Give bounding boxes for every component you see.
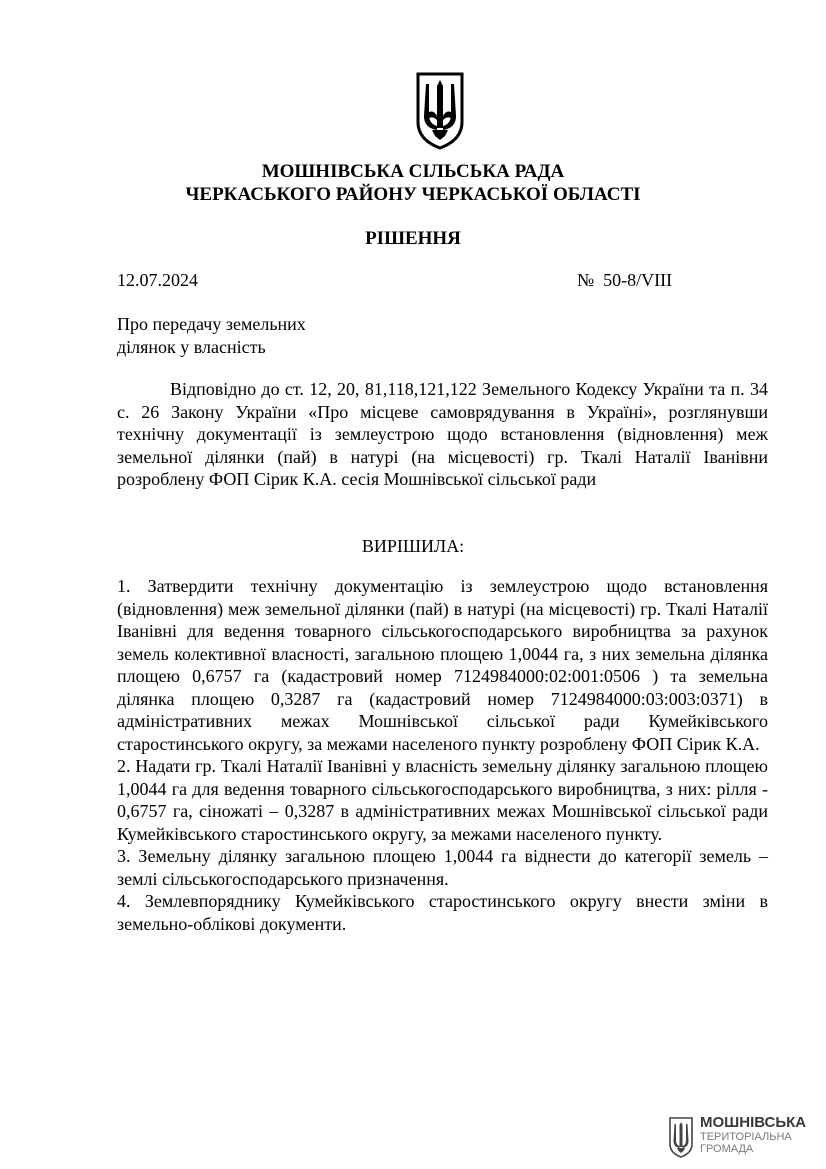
document-type-title: РІШЕННЯ <box>365 228 461 249</box>
decision-subject <box>117 313 306 358</box>
decision-item-4: 4. Землевпоряднику Кумейківського старостинського округу внести зміни в земельно-облікові документи. <box>117 891 768 934</box>
decision-item-2: 2. Надати гр. Ткалі Наталії Іванівні у власність земельну ділянку загальною площею 1,0044 га для ведення товарного сільськогосподарського виробництва, з них: рілля - 0,6757 га, сіножаті – 0,3287 в адміністративних межах Мошнівської сільської ради Кумейківського старостинського округу, за межами населеного пункту. <box>117 756 768 844</box>
decision-item-3: 3. Земельну ділянку загальною площею 1,0044 га віднести до категорії земель – землі сільськогосподарського призначення. <box>117 846 768 889</box>
resolved-heading: ВИРІШИЛА: <box>361 536 465 556</box>
preamble-paragraph: Відповідно до ст. 12, 20, 81,118,121,122 Земельного Кодексу України та п. 34 с. 26 Закону України «Про місцеве самоврядування в Україні», розглянувши технічну документації із землеустрою щодо встановлення (відновлення) меж земельної ділянки (пай) в натурі (на місцевості) гр. Ткалі Наталії Іванівни розроблену ФОП Сірик К.А. сесія Мошнівської сільської ради <box>117 379 768 489</box>
district-name: ЧЕРКАСЬКОГО РАЙОНУ ЧЕРКАСЬКОЇ ОБЛАСТІ <box>185 184 641 205</box>
community-trident-icon <box>668 1116 694 1158</box>
subject-line-1: Про передачу земельних <box>117 314 306 334</box>
decision-number: № 50-8/VIII <box>577 270 673 290</box>
decision-date: 12.07.2024 <box>117 270 198 290</box>
subject-line-2: ділянок у власність <box>117 336 266 357</box>
footer-brand-line-2: ТЕРИТОРІАЛЬНА <box>700 1131 792 1143</box>
footer-brand-line-1: МОШНІВСЬКА <box>700 1114 807 1131</box>
trident-icon <box>412 70 468 150</box>
decision-item-1: 1. Затвердити технічну документацію із землеустрою щодо встановлення (відновлення) меж земельної ділянки (пай) в натурі (на місцевості) гр. Ткалі Наталії Іванівні для ведення товарного сільськогосподарського виробництва за рахунок земель колективної власності, загальною площею 1,0044 га, з них земельна ділянка площею 0,6757 га (кадастровий номер 7124984000:02:001:0506 ) та земельна ділянка площею 0,3287 га (кадастровий номер 7124984000:03:003:0371) в адміністративних межах Мошнівської сільської ради Кумейківського старостинського округу, за межами населеного пункту розроблену ФОП Сірик К.А. <box>117 576 768 754</box>
council-name: МОШНІВСЬКА СІЛЬСЬКА РАДА <box>261 161 565 182</box>
footer-brand-line-3: ГРОМАДА <box>700 1143 754 1155</box>
decision-items <box>117 575 768 935</box>
